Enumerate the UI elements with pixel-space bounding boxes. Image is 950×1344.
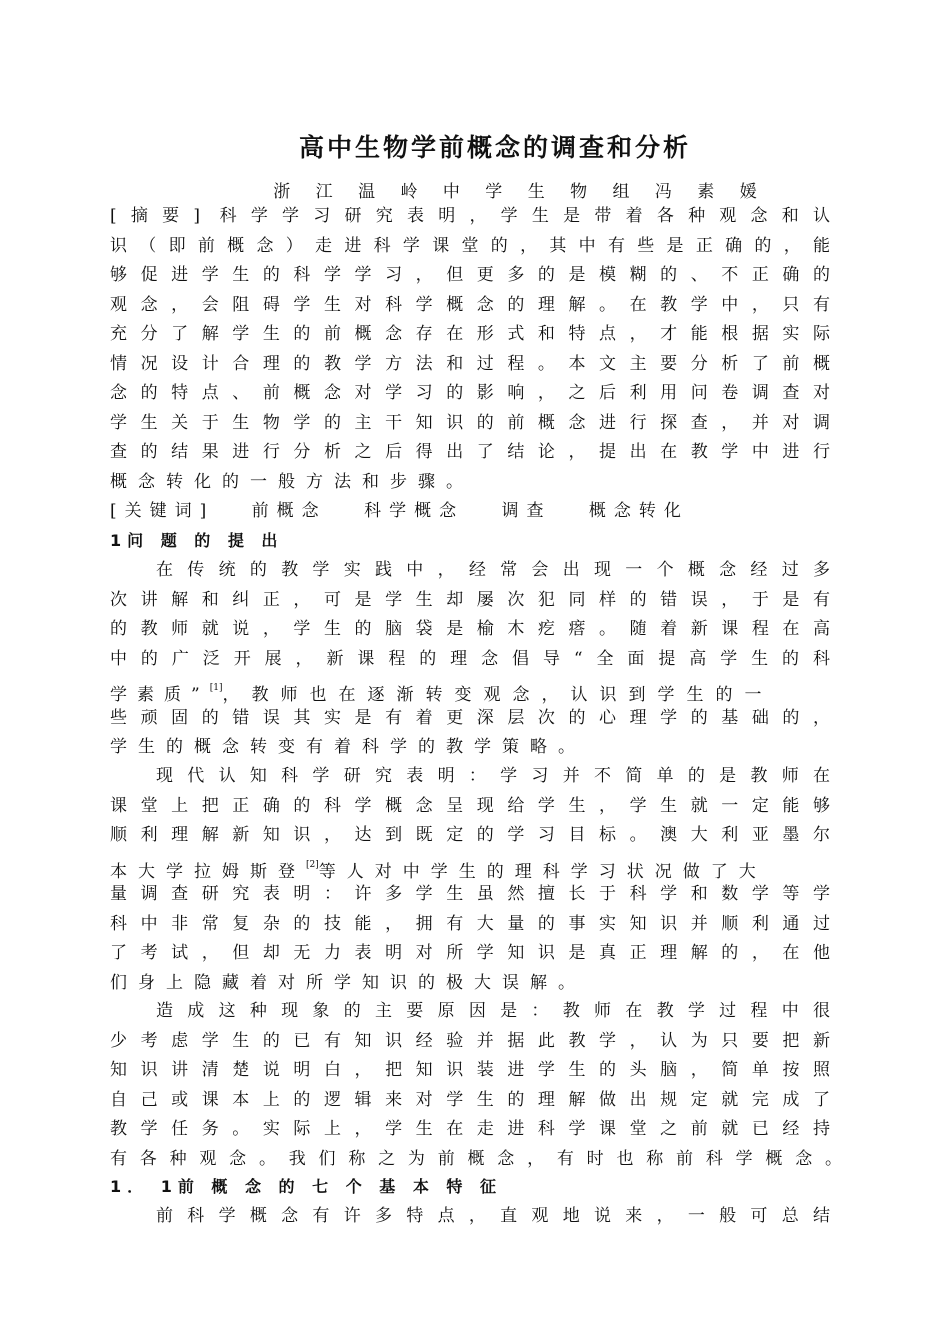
paragraph-line: 有各种观念。我们称之为前概念，有时也称前科学概念。 xyxy=(110,1148,842,1169)
abstract-line: 观念，会阻碍学生对科学概念的理解。在教学中，只有 xyxy=(110,294,830,315)
paragraph-text: ，教师也在逐渐转变观念，认识到学生的一 xyxy=(222,685,774,705)
keywords-label: [关键词] xyxy=(110,501,215,521)
paragraph-line: 中的广泛开展，新课程的理念倡导“全面提高学生的科 xyxy=(110,648,830,669)
paragraph-line xyxy=(110,851,830,881)
paragraph-line xyxy=(110,674,830,704)
author-line: 浙 江 温 岭 中 学 生 物 组 冯 素 媛 xyxy=(273,182,767,202)
abstract-line: 查的结果进行分析之后得出了结论，提出在教学中进行 xyxy=(110,442,830,462)
paragraph-line: 的教师就说，学生的脑袋是榆木疙瘩。随着新课程在高 xyxy=(110,619,830,639)
keyword: 科学概念 xyxy=(364,501,465,521)
abstract-line: 识（即前概念）走进科学课堂的，其中有些是正确的，能 xyxy=(110,235,830,256)
paragraph-line: 现代认知科学研究表明：学习并不简单的是教师在 xyxy=(156,766,830,786)
keyword: 调查 xyxy=(501,501,552,521)
paragraph-line: 们身上隐藏着对所学知识的极大误解。 xyxy=(110,972,586,993)
abstract-line: 念的特点、前概念对学习的影响，之后利用问卷调查对 xyxy=(110,383,830,403)
paragraph-line: 次讲解和纠正，可是学生却屡次犯同样的错误，于是有 xyxy=(110,589,830,610)
paragraph-line: 课堂上把正确的科学概念呈现给学生，学生就一定能够 xyxy=(110,795,830,816)
keyword: 前概念 xyxy=(251,501,327,521)
paragraph-line: 少考虑学生的已有知识经验并据此教学，认为只要把新 xyxy=(110,1030,830,1051)
paragraph xyxy=(110,762,830,998)
paragraph xyxy=(110,997,842,1174)
paragraph-text: 本大学拉姆斯登 xyxy=(110,861,306,882)
paragraph-line: 了考试，但却无力表明对所学知识是真正理解的，在他 xyxy=(110,943,830,963)
paragraph-line: 学生的概念转变有着科学的教学策略。 xyxy=(110,737,586,757)
paragraph-line: 知识讲清楚说明白，把知识装进学生的头脑，简单按照 xyxy=(110,1060,830,1080)
paragraph xyxy=(110,556,830,763)
section-heading: 1问 题 的 提 出 xyxy=(110,531,284,550)
paragraph-line: 造成这种现象的主要原因是：教师在教学过程中很 xyxy=(156,1001,830,1021)
paragraph xyxy=(110,1202,830,1232)
document-title: 高中生物学前概念的调查和分析 xyxy=(298,133,691,162)
paragraph-line: 教学任务。实际上，学生在走进科学课堂之前就已经持 xyxy=(110,1119,830,1139)
citation-ref: [2] xyxy=(306,859,319,870)
abstract xyxy=(110,202,830,497)
abstract-line: 学生关于生物学的主干知识的前概念进行探查，并对调 xyxy=(110,412,830,433)
citation-ref: [1] xyxy=(209,683,223,693)
paragraph-line: 自己或课本上的逻辑来对学生的理解做出规定就完成了 xyxy=(110,1089,830,1110)
paragraph-line: 科中非常复杂的技能，拥有大量的事实知识并顺利通过 xyxy=(110,913,830,934)
abstract-line: 够促进学生的科学学习，但更多的是模糊的、不正确的 xyxy=(110,265,830,285)
paragraph-text: 等人对中学生的理科学习状况做了大 xyxy=(318,861,767,882)
subsection-heading: 1． 1前 概 念 的 七 个 基 本 特 征 xyxy=(110,1177,502,1196)
paragraph-line: 些顽固的错误其实是有着更深层次的心理学的基础的， xyxy=(110,707,830,728)
keyword: 概念转化 xyxy=(588,501,689,521)
paragraph-line: 前科学概念有许多特点，直观地说来，一般可总结 xyxy=(156,1206,830,1226)
paragraph-text: 学素质” xyxy=(110,685,210,705)
abstract-line: [摘要] 科学学习研究表明，学生是带着各种观念和认 xyxy=(110,206,830,226)
abstract-line: 概念转化的一般方法和步骤。 xyxy=(110,471,474,492)
paragraph-line: 量调查研究表明：许多学生虽然擅长于科学和数学等学 xyxy=(110,884,830,904)
keywords xyxy=(110,497,689,527)
paragraph-line: 在传统的教学实践中，经常会出现一个概念经过多 xyxy=(156,560,830,580)
paragraph-line: 顺利理解新知识，达到既定的学习目标。澳大利亚墨尔 xyxy=(110,825,830,845)
abstract-line: 充分了解学生的前概念存在形式和特点，才能根据实际 xyxy=(110,324,830,344)
abstract-line: 情况设计合理的教学方法和过程。本文主要分析了前概 xyxy=(110,353,830,374)
